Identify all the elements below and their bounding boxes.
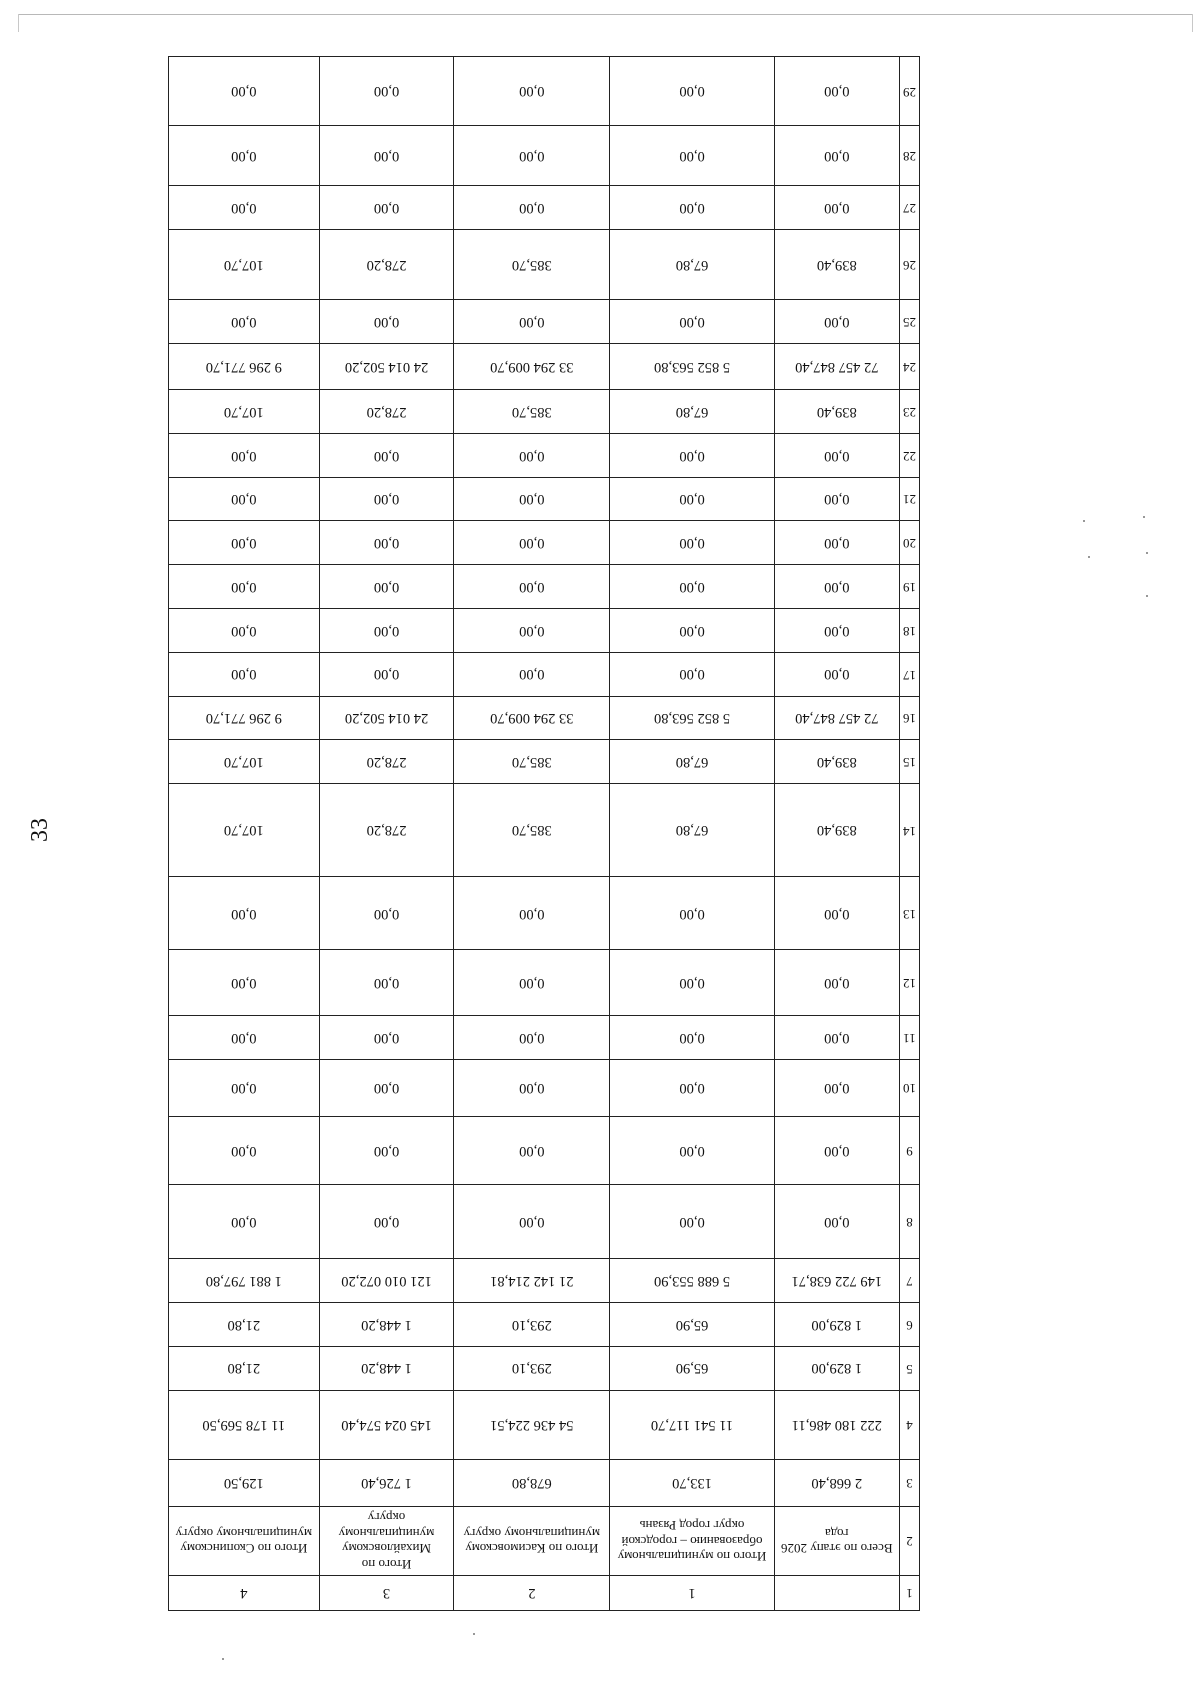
row-name: Итого по Касимовскому муниципальному округу xyxy=(454,1506,610,1575)
col-number: 5 xyxy=(899,1346,919,1390)
value-cell: 385,70 xyxy=(454,230,610,300)
table-row xyxy=(169,740,920,784)
value-cell: 0,00 xyxy=(774,186,899,230)
value-cell: 0,00 xyxy=(319,608,454,652)
table-row xyxy=(169,1016,920,1060)
value-cell: 21,80 xyxy=(169,1302,320,1346)
value-cell: 0,00 xyxy=(454,57,610,126)
table-row xyxy=(169,1459,920,1506)
value-cell: 1 448,20 xyxy=(319,1346,454,1390)
value-cell: 0,00 xyxy=(319,477,454,521)
value-cell: 385,70 xyxy=(454,390,610,434)
value-cell: 0,00 xyxy=(454,1116,610,1184)
value-cell: 107,70 xyxy=(169,740,320,784)
col-number: 6 xyxy=(899,1302,919,1346)
col-number: 7 xyxy=(899,1259,919,1303)
scan-top-edge xyxy=(18,14,1193,15)
col-number: 23 xyxy=(899,390,919,434)
value-cell: 72 457 847,40 xyxy=(774,696,899,740)
col-number: 14 xyxy=(899,784,919,877)
value-cell: 0,00 xyxy=(774,521,899,565)
col-number: 21 xyxy=(899,477,919,521)
value-cell: 0,00 xyxy=(774,652,899,696)
value-cell: 839,40 xyxy=(774,390,899,434)
data-table-body xyxy=(169,57,920,1611)
col-number: 4 xyxy=(899,1390,919,1459)
value-cell: 0,00 xyxy=(454,126,610,186)
value-cell: 0,00 xyxy=(610,186,774,230)
value-cell: 5 852 563,80 xyxy=(610,344,774,390)
value-cell: 839,40 xyxy=(774,740,899,784)
col-number: 1 xyxy=(899,1575,919,1610)
value-cell: 54 436 224,51 xyxy=(454,1390,610,1459)
value-cell: 0,00 xyxy=(610,433,774,477)
value-cell: 0,00 xyxy=(610,652,774,696)
value-cell: 0,00 xyxy=(169,521,320,565)
value-cell: 1 448,20 xyxy=(319,1302,454,1346)
scan-speck xyxy=(222,1658,224,1660)
value-cell: 1 881 797,80 xyxy=(169,1259,320,1303)
value-cell: 0,00 xyxy=(454,1184,610,1258)
value-cell: 0,00 xyxy=(610,300,774,344)
table-row xyxy=(169,696,920,740)
table-row xyxy=(169,390,920,434)
value-cell: 0,00 xyxy=(454,877,610,950)
value-cell: 839,40 xyxy=(774,784,899,877)
value-cell: 5 852 563,80 xyxy=(610,696,774,740)
value-cell: 0,00 xyxy=(774,877,899,950)
value-cell: 0,00 xyxy=(319,1016,454,1060)
row-name: Итого по муниципальному образованию – городской округ город Рязань xyxy=(610,1506,774,1575)
value-cell: 72 457 847,40 xyxy=(774,344,899,390)
value-cell: 0,00 xyxy=(319,186,454,230)
value-cell: 0,00 xyxy=(169,608,320,652)
value-cell: 1 829,00 xyxy=(774,1302,899,1346)
value-cell: 0,00 xyxy=(454,652,610,696)
data-table xyxy=(168,56,920,1611)
value-cell: 0,00 xyxy=(774,57,899,126)
value-cell: 0,00 xyxy=(454,950,610,1016)
value-cell: 24 014 502,20 xyxy=(319,344,454,390)
table-row xyxy=(169,565,920,609)
value-cell: 0,00 xyxy=(774,950,899,1016)
value-cell: 0,00 xyxy=(169,126,320,186)
value-cell: 133,70 xyxy=(610,1459,774,1506)
table-row xyxy=(169,1346,920,1390)
table-row xyxy=(169,1259,920,1303)
value-cell: 2 668,40 xyxy=(774,1459,899,1506)
value-cell: 67,80 xyxy=(610,784,774,877)
table-row xyxy=(169,608,920,652)
value-cell: 0,00 xyxy=(169,877,320,950)
value-cell: 107,70 xyxy=(169,390,320,434)
col-number: 12 xyxy=(899,950,919,1016)
value-cell: 0,00 xyxy=(774,1116,899,1184)
col-number: 10 xyxy=(899,1059,919,1116)
value-cell: 0,00 xyxy=(319,57,454,126)
col-number: 3 xyxy=(899,1459,919,1506)
row-name: Итого по Михайловскому муниципальному округу xyxy=(319,1506,454,1575)
col-number: 11 xyxy=(899,1016,919,1060)
row-number: 3 xyxy=(319,1575,454,1610)
table-row xyxy=(169,57,920,126)
value-cell: 33 294 009,70 xyxy=(454,696,610,740)
value-cell: 0,00 xyxy=(610,57,774,126)
table-row xyxy=(169,1116,920,1184)
col-number: 29 xyxy=(899,57,919,126)
value-cell: 0,00 xyxy=(169,57,320,126)
value-cell: 0,00 xyxy=(610,608,774,652)
value-cell: 0,00 xyxy=(319,1059,454,1116)
col-number: 28 xyxy=(899,126,919,186)
value-cell: 0,00 xyxy=(169,1016,320,1060)
value-cell: 222 180 486,11 xyxy=(774,1390,899,1459)
value-cell: 11 178 569,50 xyxy=(169,1390,320,1459)
value-cell: 9 296 771,70 xyxy=(169,344,320,390)
value-cell: 24 014 502,20 xyxy=(319,696,454,740)
col-number: 27 xyxy=(899,186,919,230)
col-number: 18 xyxy=(899,608,919,652)
value-cell: 0,00 xyxy=(169,186,320,230)
col-number: 22 xyxy=(899,433,919,477)
value-cell: 0,00 xyxy=(319,126,454,186)
table-row xyxy=(169,1059,920,1116)
value-cell: 0,00 xyxy=(169,300,320,344)
table-row xyxy=(169,433,920,477)
value-cell: 33 294 009,70 xyxy=(454,344,610,390)
value-cell: 0,00 xyxy=(610,1184,774,1258)
row-number xyxy=(774,1575,899,1610)
col-number: 24 xyxy=(899,344,919,390)
value-cell: 0,00 xyxy=(169,1116,320,1184)
value-cell: 0,00 xyxy=(319,950,454,1016)
value-cell: 0,00 xyxy=(169,950,320,1016)
value-cell: 0,00 xyxy=(169,433,320,477)
value-cell: 0,00 xyxy=(774,433,899,477)
scan-speck xyxy=(1143,516,1145,518)
value-cell: 0,00 xyxy=(454,433,610,477)
value-cell: 0,00 xyxy=(774,300,899,344)
value-cell: 107,70 xyxy=(169,784,320,877)
value-cell: 0,00 xyxy=(319,652,454,696)
col-number: 20 xyxy=(899,521,919,565)
value-cell: 0,00 xyxy=(454,477,610,521)
value-cell: 21 142 214,81 xyxy=(454,1259,610,1303)
value-cell: 145 024 574,40 xyxy=(319,1390,454,1459)
col-number: 13 xyxy=(899,877,919,950)
scan-speck xyxy=(473,1633,475,1635)
col-number: 25 xyxy=(899,300,919,344)
value-cell: 0,00 xyxy=(454,565,610,609)
value-cell: 0,00 xyxy=(169,652,320,696)
row-name: Итого по Скопинскому муниципальному округу xyxy=(169,1506,320,1575)
value-cell: 67,80 xyxy=(610,740,774,784)
value-cell: 0,00 xyxy=(774,608,899,652)
value-cell: 107,70 xyxy=(169,230,320,300)
table-row xyxy=(169,1506,920,1575)
table-row xyxy=(169,521,920,565)
value-cell: 65,90 xyxy=(610,1302,774,1346)
table-row xyxy=(169,784,920,877)
table-row xyxy=(169,1302,920,1346)
row-number: 2 xyxy=(454,1575,610,1610)
value-cell: 0,00 xyxy=(169,565,320,609)
value-cell: 0,00 xyxy=(454,1016,610,1060)
col-number: 8 xyxy=(899,1184,919,1258)
value-cell: 278,20 xyxy=(319,230,454,300)
value-cell: 0,00 xyxy=(454,608,610,652)
value-cell: 0,00 xyxy=(454,1059,610,1116)
table-row xyxy=(169,877,920,950)
col-number: 9 xyxy=(899,1116,919,1184)
value-cell: 11 541 117,70 xyxy=(610,1390,774,1459)
col-number: 15 xyxy=(899,740,919,784)
scan-speck xyxy=(1088,556,1090,558)
table-row xyxy=(169,477,920,521)
value-cell: 0,00 xyxy=(454,300,610,344)
scan-left-edge xyxy=(18,14,19,32)
page-number: 33 xyxy=(27,818,53,842)
value-cell: 0,00 xyxy=(774,1016,899,1060)
value-cell: 0,00 xyxy=(610,1016,774,1060)
value-cell: 67,80 xyxy=(610,390,774,434)
table-row xyxy=(169,1390,920,1459)
table-row xyxy=(169,344,920,390)
value-cell: 0,00 xyxy=(319,877,454,950)
value-cell: 0,00 xyxy=(774,1059,899,1116)
col-number: 17 xyxy=(899,652,919,696)
value-cell: 0,00 xyxy=(319,300,454,344)
table-sheet xyxy=(168,56,920,1611)
value-cell: 67,80 xyxy=(610,230,774,300)
value-cell: 0,00 xyxy=(610,565,774,609)
value-cell: 0,00 xyxy=(454,521,610,565)
col-number: 2 xyxy=(899,1506,919,1575)
scan-speck xyxy=(1146,552,1148,554)
value-cell: 0,00 xyxy=(319,1116,454,1184)
value-cell: 149 722 638,71 xyxy=(774,1259,899,1303)
value-cell: 0,00 xyxy=(774,477,899,521)
value-cell: 293,10 xyxy=(454,1346,610,1390)
value-cell: 678,80 xyxy=(454,1459,610,1506)
table-row xyxy=(169,1184,920,1258)
value-cell: 0,00 xyxy=(454,186,610,230)
row-number: 1 xyxy=(610,1575,774,1610)
value-cell: 0,00 xyxy=(610,521,774,565)
value-cell: 0,00 xyxy=(610,950,774,1016)
value-cell: 293,10 xyxy=(454,1302,610,1346)
value-cell: 121 010 072,20 xyxy=(319,1259,454,1303)
value-cell: 5 688 553,90 xyxy=(610,1259,774,1303)
value-cell: 278,20 xyxy=(319,784,454,877)
scan-right-edge xyxy=(1192,14,1193,32)
value-cell: 839,40 xyxy=(774,230,899,300)
value-cell: 0,00 xyxy=(169,477,320,521)
value-cell: 0,00 xyxy=(610,1116,774,1184)
scan-speck xyxy=(1146,595,1148,597)
value-cell: 0,00 xyxy=(169,1184,320,1258)
value-cell: 385,70 xyxy=(454,784,610,877)
value-cell: 0,00 xyxy=(319,1184,454,1258)
value-cell: 0,00 xyxy=(319,521,454,565)
value-cell: 1 726,40 xyxy=(319,1459,454,1506)
value-cell: 0,00 xyxy=(774,565,899,609)
value-cell: 0,00 xyxy=(774,126,899,186)
value-cell: 278,20 xyxy=(319,390,454,434)
scan-speck xyxy=(1083,520,1085,522)
table-row xyxy=(169,1575,920,1610)
value-cell: 1 829,00 xyxy=(774,1346,899,1390)
value-cell: 0,00 xyxy=(610,477,774,521)
table-row xyxy=(169,652,920,696)
value-cell: 385,70 xyxy=(454,740,610,784)
value-cell: 21,80 xyxy=(169,1346,320,1390)
value-cell: 0,00 xyxy=(610,1059,774,1116)
col-number: 19 xyxy=(899,565,919,609)
col-number: 26 xyxy=(899,230,919,300)
value-cell: 0,00 xyxy=(169,1059,320,1116)
value-cell: 0,00 xyxy=(319,565,454,609)
value-cell: 9 296 771,70 xyxy=(169,696,320,740)
value-cell: 0,00 xyxy=(774,1184,899,1258)
row-number: 4 xyxy=(169,1575,320,1610)
table-row xyxy=(169,126,920,186)
value-cell: 129,50 xyxy=(169,1459,320,1506)
value-cell: 278,20 xyxy=(319,740,454,784)
value-cell: 0,00 xyxy=(319,433,454,477)
value-cell: 0,00 xyxy=(610,877,774,950)
col-number: 16 xyxy=(899,696,919,740)
table-row xyxy=(169,230,920,300)
table-row xyxy=(169,186,920,230)
row-name: Всего по этапу 2026 года xyxy=(774,1506,899,1575)
value-cell: 0,00 xyxy=(610,126,774,186)
value-cell: 65,90 xyxy=(610,1346,774,1390)
table-row xyxy=(169,950,920,1016)
table-row xyxy=(169,300,920,344)
